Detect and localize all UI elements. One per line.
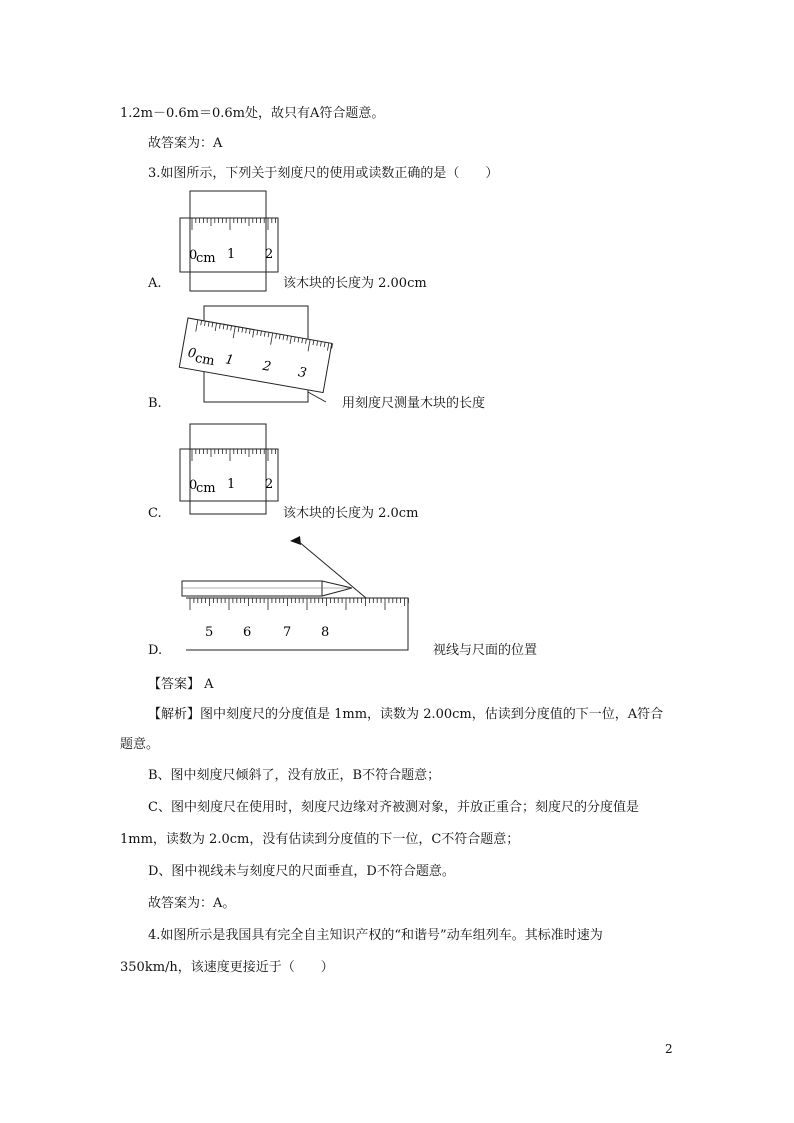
analysis-line: B、图中刻度尺倾斜了，没有放正，B不符合题意； — [148, 768, 441, 783]
answer: 【答案】 A — [148, 677, 214, 692]
analysis-line: 【解析】图中刻度尺的分度值是 1mm，读数为 2.00cm，估读到分度值的下一位，A符合 — [148, 707, 664, 722]
option-d-caption: 视线与尺面的位置 — [433, 643, 538, 658]
option-c-letter: C. — [148, 506, 162, 521]
analysis-line: 题意。 — [120, 737, 160, 752]
analysis-line: D、图中视线未与刻度尺的尺面垂直，D不符合题意。 — [148, 864, 455, 879]
figure-a-label-1: 1 — [227, 247, 236, 262]
figure-b-label-2: 2 — [261, 358, 273, 376]
figure-d-label-6: 6 — [243, 625, 252, 640]
text-line: 故答案为：A — [148, 136, 223, 151]
option-a-letter: A. — [148, 276, 162, 291]
figure-c-label-0: 0 — [189, 478, 198, 493]
figure-a-label-0: 0 — [189, 248, 198, 263]
option-b-letter: B. — [148, 396, 162, 411]
option-b-caption: 用刻度尺测量木块的长度 — [342, 396, 486, 411]
question-4: 350km/h，该速度更接近于（ ） — [120, 960, 334, 975]
figure-c-label-1: 1 — [227, 477, 236, 492]
figure-b-label-cm: cm — [193, 350, 216, 370]
question-4: 4.如图所示是我国具有完全自主知识产权的“和谐号”动车组列车。其标准时速为 — [148, 928, 603, 943]
analysis-line: 1mm，读数为 2.0cm，没有估读到分度值的下一位，C不符合题意； — [120, 832, 520, 847]
analysis-line: C、图中刻度尺在使用时，刻度尺边缘对齐被测对象，并放正重合；刻度尺的分度值是 — [148, 800, 639, 815]
figure-c-label-2: 2 — [265, 477, 274, 492]
figure-d-label-7: 7 — [283, 625, 292, 640]
question-3: 3.如图所示，下列关于刻度尺的使用或读数正确的是（ ） — [148, 166, 499, 181]
option-c-caption: 该木块的长度为 2.0cm — [283, 506, 419, 521]
final-answer: 故答案为：A。 — [148, 896, 236, 911]
figure-a-label-cm: cm — [196, 251, 216, 266]
option-d-letter: D. — [148, 643, 163, 658]
figure-d-label-5: 5 — [205, 625, 214, 640]
figure-d-label-8: 8 — [321, 625, 330, 640]
page-number: 2 — [665, 1042, 673, 1056]
figure-b-label-1: 1 — [224, 352, 235, 369]
figure-b-label-0: 0 — [186, 345, 198, 362]
figure-c-label-cm: cm — [196, 481, 216, 496]
option-a-caption: 该木块的长度为 2.00cm — [283, 276, 427, 291]
figure-b-label-3: 3 — [296, 365, 308, 382]
figure-a-label-2: 2 — [265, 247, 274, 262]
text-line: 1.2m－0.6m＝0.6m处，故只有A符合题意。 — [120, 106, 385, 121]
